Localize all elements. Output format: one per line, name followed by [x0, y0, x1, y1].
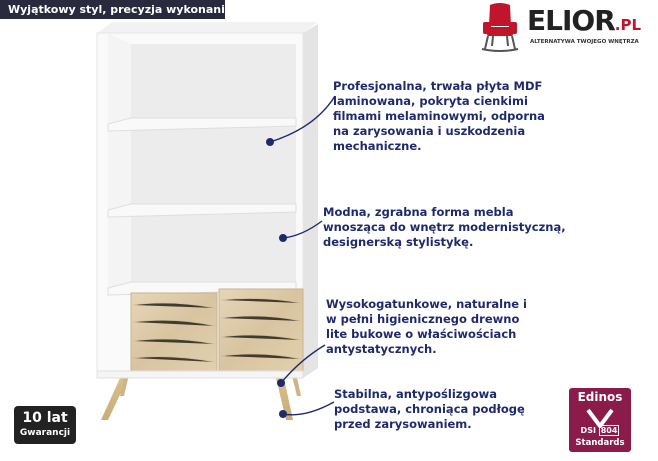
warranty-label: Gwarancji [19, 428, 71, 438]
warranty-badge [14, 406, 76, 444]
callout-line: przed zarysowaniem. [334, 417, 472, 431]
certificate-code [574, 426, 626, 436]
base-rail [97, 371, 303, 378]
bookcase-top [97, 22, 318, 33]
callout-line: Profesjonalna, trwała płyta MDF [333, 79, 543, 93]
warranty-years: 10 lat [22, 410, 68, 426]
callout-line: Wysokogatunkowe, naturalne i [326, 297, 528, 311]
certificate-brand: Edinos [577, 390, 623, 404]
logo-name: ELIOR [527, 4, 615, 37]
callout-line: laminowana, pokryta cienkimi [333, 94, 528, 108]
logo-subtitle: ALTERNATYWA TWOJEGO WNĘTRZA [530, 39, 639, 45]
certificate-code-left: DSI [580, 426, 596, 435]
certificate-standard: Standards [575, 438, 625, 448]
callout-line: wnosząca do wnętrz modernistyczną, [323, 220, 566, 234]
callout-line: antystatycznych. [326, 342, 437, 356]
callout-dot-3 [277, 379, 285, 387]
callout-mdf [333, 79, 563, 154]
callout-line: na zarysowania i uszkodzenia [333, 124, 526, 138]
bookcase-side-panel [303, 24, 318, 378]
callout-line: designerską stylistykę. [323, 235, 474, 249]
callout-dot-4 [279, 410, 287, 418]
callout-line: Stabilna, antypoślizgowa [334, 387, 497, 401]
callout-line: Modna, zgrabna forma mebla [323, 205, 514, 219]
logo-domain: .PL [614, 16, 641, 34]
callout-line: podstawa, chroniąca podłogę [334, 402, 525, 416]
certificate-code-right: 804 [600, 426, 618, 435]
tagline-banner: Wyjątkowy styl, precyzja wykonania! [0, 0, 225, 19]
callout-dot-1 [266, 138, 274, 146]
certificate-badge [569, 388, 631, 452]
callout-line: w pełni higienicznego drewno [326, 312, 520, 326]
callout-base [334, 387, 564, 432]
callout-dot-2 [279, 234, 287, 242]
callout-wood [326, 297, 546, 357]
callout-design [323, 205, 573, 250]
callout-line: filmami melaminowymi, odporna [333, 109, 545, 123]
callout-line: mechaniczne. [333, 139, 422, 153]
callout-line: lite bukowe o właściwościach [326, 327, 517, 341]
